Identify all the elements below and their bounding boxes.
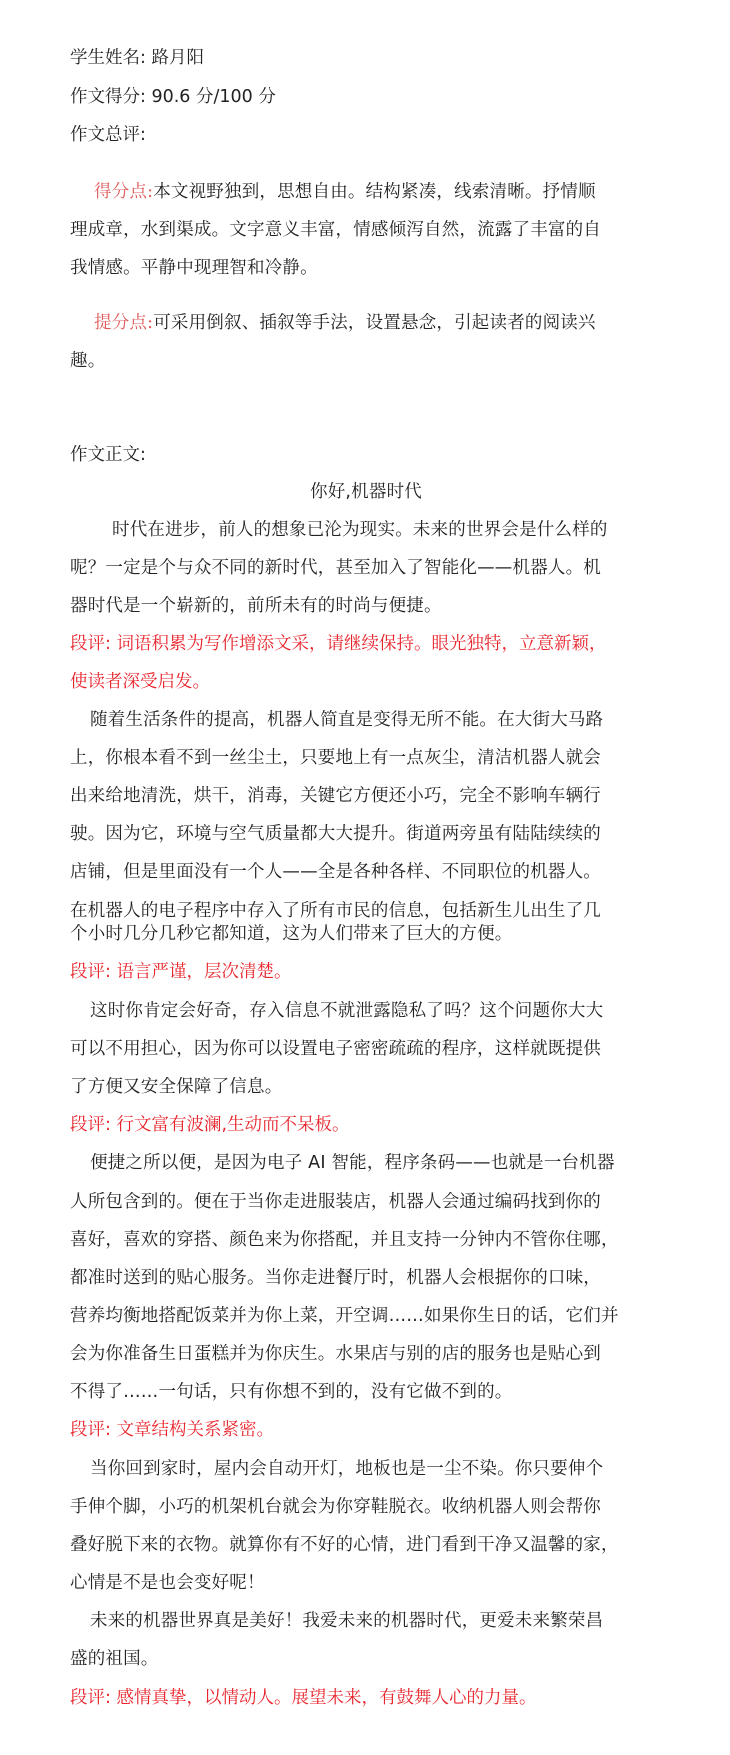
comment-1-line-1: 段评: 词语积累为写作增添文采，请继续保持。眼光独特，立意新颖， — [70, 634, 607, 654]
p5-line-2: 手伸个脚，小巧的机架机台就会为你穿鞋脱衣。收纳机器人则会帮你 — [70, 1497, 601, 1517]
p3-line-3: 了方便又安全保障了信息。 — [70, 1077, 283, 1097]
improve-line-1: 提分点:可采用倒叙、插叙等手法，设置悬念，引起读者的阅读兴 — [94, 313, 596, 333]
p6-line-2: 盛的祖国。 — [70, 1649, 159, 1669]
p3-line-1: 这时你肯定会好奇，存入信息不就泄露隐私了吗？这个问题你大大 — [90, 1001, 604, 1021]
improve-label: 提分点: — [94, 313, 154, 333]
comment-1-line-2: 使读者深受启发。 — [70, 672, 210, 692]
p5-line-4: 心情是不是也会变好呢！ — [70, 1573, 265, 1593]
essay-score: 作文得分: 90.6 分/100 分 — [70, 87, 276, 107]
strength-line-3: 我情感。平静中现理智和冷静。 — [70, 258, 318, 278]
p4-line-1: 便捷之所以便，是因为电子 AI 智能，程序条码——也就是一台机器 — [90, 1153, 615, 1173]
comment-4: 段评: 文章结构关系紧密。 — [70, 1420, 274, 1440]
strength-line-1: 得分点:本文视野独到，思想自由。结构紧凑，线索清晰。抒情顺 — [94, 182, 596, 202]
p2-line-7: 个小时几分几秒它都知道，这为人们带来了巨大的方便。 — [70, 924, 513, 944]
comment-2: 段评: 语言严谨，层次清楚。 — [70, 962, 292, 982]
p5-line-1: 当你回到家时，屋内会自动开灯，地板也是一尘不染。你只要伸个 — [90, 1459, 604, 1479]
p4-line-5: 营养均衡地搭配饭菜并为你上菜，开空调……如果你生日的话，它们并 — [70, 1306, 619, 1326]
p2-line-3: 出来给地清洗，烘干，消毒，关键它方便还小巧，完全不影响车辆行 — [70, 786, 601, 806]
p1-line-1: 时代在进步，前人的想象已沦为现实。未来的世界会是什么样的 — [112, 520, 608, 540]
overall-review-label: 作文总评: — [70, 125, 146, 145]
improve-line-2: 趣。 — [70, 351, 106, 371]
p4-line-6: 会为你准备生日蛋糕并为你庆生。水果店与别的店的服务也是贴心到 — [70, 1344, 601, 1364]
p4-line-3: 喜好，喜欢的穿搭、颜色来为你搭配，并且支持一分钟内不管你住哪， — [70, 1230, 619, 1250]
p4-line-7: 不得了……一句话，只有你想不到的，没有它做不到的。 — [70, 1382, 513, 1402]
comment-6: 段评: 感情真挚，以情动人。展望未来，有鼓舞人心的力量。 — [70, 1688, 537, 1708]
p1-line-2: 呢？一定是个与众不同的新时代，甚至加入了智能化——机器人。机 — [70, 558, 601, 578]
essay-title: 你好,机器时代 — [310, 482, 422, 502]
p5-line-3: 叠好脱下来的衣物。就算你有不好的心情，进门看到干净又温馨的家， — [70, 1535, 619, 1555]
p2-line-5: 店铺，但是里面没有一个人——全是各种各样、不同职位的机器人。 — [70, 862, 601, 882]
p3-line-2: 可以不用担心，因为你可以设置电子密密疏疏的程序，这样就既提供 — [70, 1039, 601, 1059]
p2-line-1: 随着生活条件的提高，机器人简直是变得无所不能。在大街大马路 — [90, 710, 604, 730]
p6-line-1: 未来的机器世界真是美好！我爱未来的机器时代，更爱未来繁荣昌 — [90, 1611, 604, 1631]
p1-line-3: 器时代是一个崭新的，前所未有的时尚与便捷。 — [70, 596, 442, 616]
p4-line-2: 人所包含到的。便在于当你走进服装店，机器人会通过编码找到你的 — [70, 1192, 601, 1212]
student-name: 学生姓名: 路月阳 — [70, 48, 204, 68]
p2-line-2: 上，你根本看不到一丝尘土，只要地上有一点灰尘，清洁机器人就会 — [70, 748, 601, 768]
essay-body-label: 作文正文: — [70, 445, 146, 465]
p2-line-6: 在机器人的电子程序中存入了所有市民的信息，包括新生儿出生了几 — [70, 901, 601, 921]
strength-line-2: 理成章，水到渠成。文字意义丰富，情感倾泻自然，流露了丰富的自 — [70, 220, 601, 240]
comment-3: 段评: 行文富有波澜,生动而不呆板。 — [70, 1115, 350, 1135]
strength-label: 得分点: — [94, 182, 154, 202]
p2-line-4: 驶。因为它，环境与空气质量都大大提升。街道两旁虽有陆陆续续的 — [70, 824, 601, 844]
p4-line-4: 都准时送到的贴心服务。当你走进餐厅时，机器人会根据你的口味， — [70, 1268, 601, 1288]
